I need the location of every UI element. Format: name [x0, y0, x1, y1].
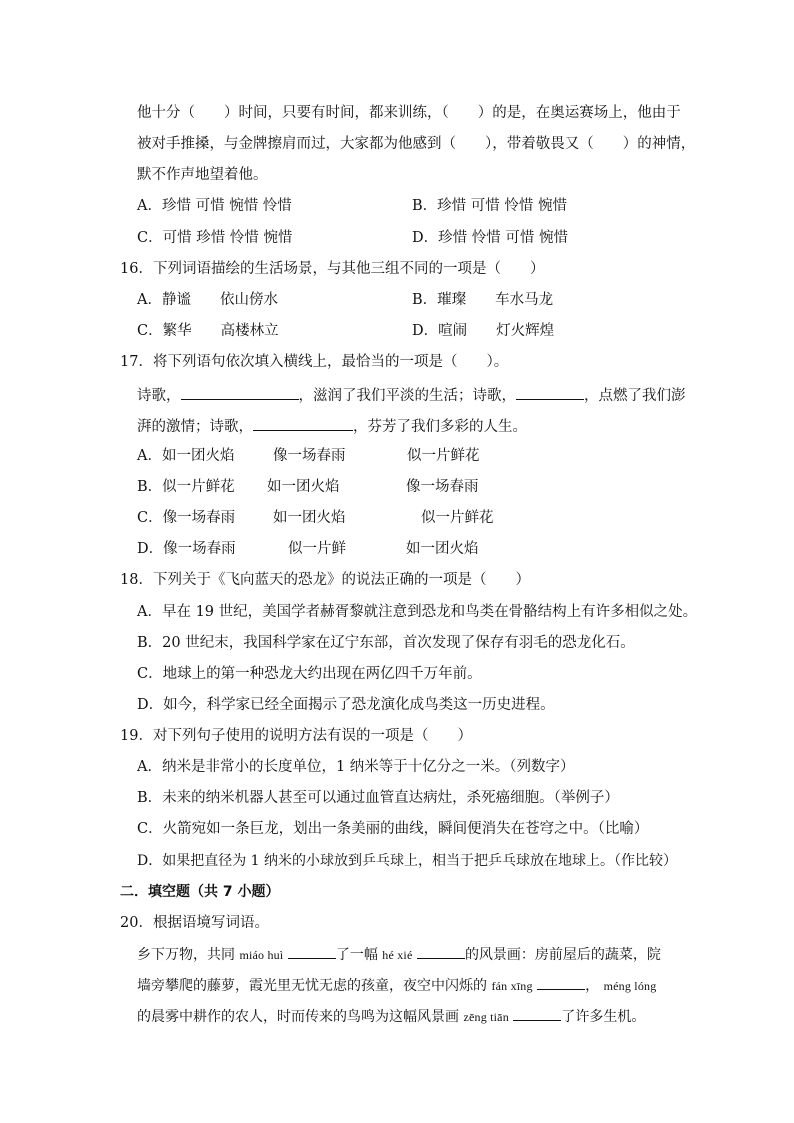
q17-option-c-1[interactable]: C．像一场春雨	[137, 510, 236, 526]
q20-line-3	[137, 1006, 645, 1027]
blank-line[interactable]	[288, 944, 336, 959]
q17-text: 诗歌，	[137, 388, 181, 404]
q20-line-1	[137, 944, 661, 965]
q19-option-a[interactable]: A．纳米是非常小的长度单位，1 纳米等于十亿分之一米。（列数字）	[137, 759, 575, 775]
blank-line[interactable]	[253, 416, 353, 431]
q16-option-b[interactable]: B．璀璨 车水马龙	[412, 292, 554, 308]
q17-option-d-2: 似一片鲜	[288, 541, 346, 557]
q17-passage-line-2	[137, 416, 527, 437]
q18-option-c[interactable]: C．地球上的第一种恐龙大约出现在两亿四千万年前。	[137, 666, 482, 682]
q17-option-a-1[interactable]: A．如一团火焰	[137, 448, 235, 464]
q17-option-b-2: 如一团火焰	[267, 479, 340, 495]
q16-option-c[interactable]: C．繁华 高楼林立	[137, 323, 279, 339]
q19-option-c[interactable]: C．火箭宛如一条巨龙，划出一条美丽的曲线，瞬间便消失在苍穹之中。（比喻）	[137, 821, 649, 837]
pinyin-prompt: méng lóng	[603, 979, 657, 993]
q15-option-c[interactable]: C．可惜 珍惜 怜惜 惋惜	[137, 230, 293, 246]
q15-line-2: 被对手推搡，与金牌擦肩而过，大家都为他感到（ ），带着敬畏又（ ）的神情，	[137, 136, 696, 152]
blank-line[interactable]	[417, 944, 465, 959]
pinyin-prompt: miáo huì	[239, 948, 284, 962]
q20-text: 的晨雾中耕作的农人，时而传来的鸟鸣为这幅风景画	[137, 1009, 459, 1025]
q17-text: 湃的激情；诗歌，	[137, 419, 253, 435]
q17-option-b-3: 像一场春雨	[406, 479, 479, 495]
pinyin-prompt: zēng tiān	[463, 1010, 509, 1024]
q20-text: ，	[585, 978, 600, 994]
q17-option-d-3: 如一团火焰	[406, 541, 479, 557]
q16-option-d[interactable]: D．喧闹 灯火辉煌	[412, 323, 555, 339]
q17-option-c-2: 如一团火焰	[273, 510, 346, 526]
blank-line[interactable]	[537, 975, 585, 990]
pinyin-prompt: fán xīng	[491, 979, 533, 993]
q20-text: 乡下万物，共同	[137, 947, 235, 963]
blank-line[interactable]	[181, 385, 299, 400]
q17-text: ，点燃了我们澎	[584, 388, 686, 404]
pinyin-prompt: hé xié	[382, 948, 413, 962]
q20-text: 的风景画：房前屋后的蔬菜，院	[464, 947, 661, 963]
q18-option-b[interactable]: B．20 世纪末，我国科学家在辽宁东部，首次发现了保存有羽毛的恐龙化石。	[137, 635, 635, 651]
q17-text: ，滋润了我们平淡的生活；诗歌，	[298, 388, 516, 404]
q17-passage-line-1	[137, 385, 686, 406]
q20-text: 了许多生机。	[561, 1009, 646, 1025]
q17-text: ，芬芳了我们多彩的人生。	[353, 419, 527, 435]
q17-option-d-1[interactable]: D．像一场春雨	[137, 541, 236, 557]
q17-option-a-3: 似一片鲜花	[407, 448, 480, 464]
q18-stem: 18．下列关于《飞向蓝天的恐龙》的说法正确的一项是（ ）	[120, 572, 530, 588]
q18-option-d[interactable]: D．如今，科学家已经全面揭示了恐龙演化成鸟类这一历史进程。	[137, 697, 555, 713]
q15-option-b[interactable]: B．珍惜 可惜 怜惜 惋惜	[412, 198, 567, 214]
blank-line[interactable]	[516, 385, 584, 400]
q20-text: 了一幅	[335, 947, 378, 963]
q17-stem: 17．将下列语句依次填入横线上，最恰当的一项是（ ）。	[120, 354, 509, 370]
q15-line-3: 默不作声地望着他。	[137, 167, 268, 183]
section-heading: 二．填空题（共 7 小题）	[120, 884, 280, 900]
q16-stem: 16．下列词语描绘的生活场景，与其他三组不同的一项是（ ）	[120, 261, 545, 277]
q19-stem: 19．对下列句子使用的说明方法有误的一项是（ ）	[120, 728, 472, 744]
q18-option-a[interactable]: A．早在 19 世纪，美国学者赫胥黎就注意到恐龙和鸟类在骨骼结构上有许多相似之处。	[137, 604, 698, 620]
q16-option-a[interactable]: A．静谧 依山傍水	[137, 292, 278, 308]
q17-option-b-1[interactable]: B．似一片鲜花	[137, 479, 235, 495]
q15-line-1: 他十分（ ）时间，只要有时间，都来训练，（ ）的是，在奥运赛场上，他由于	[137, 105, 681, 121]
q15-option-d[interactable]: D．珍惜 怜惜 可惜 惋惜	[412, 230, 568, 246]
q17-option-a-2: 像一场春雨	[273, 448, 346, 464]
q20-stem: 20．根据语境写词语。	[120, 915, 269, 931]
q19-option-d[interactable]: D．如果把直径为 1 纳米的小球放到乒乓球上，相当于把乒乓球放在地球上。（作比较）	[137, 853, 678, 869]
q17-option-c-3: 似一片鲜花	[421, 510, 494, 526]
blank-line[interactable]	[513, 1006, 561, 1021]
q15-option-a[interactable]: A．珍惜 可惜 惋惜 怜惜	[137, 198, 292, 214]
q20-text: 墙旁攀爬的藤萝，霞光里无忧无虑的孩童，夜空中闪烁的	[137, 978, 487, 994]
q20-line-2	[137, 975, 656, 996]
q19-option-b[interactable]: B．未来的纳米机器人甚至可以通过血管直达病灶，杀死癌细胞。（举例子）	[137, 790, 619, 806]
